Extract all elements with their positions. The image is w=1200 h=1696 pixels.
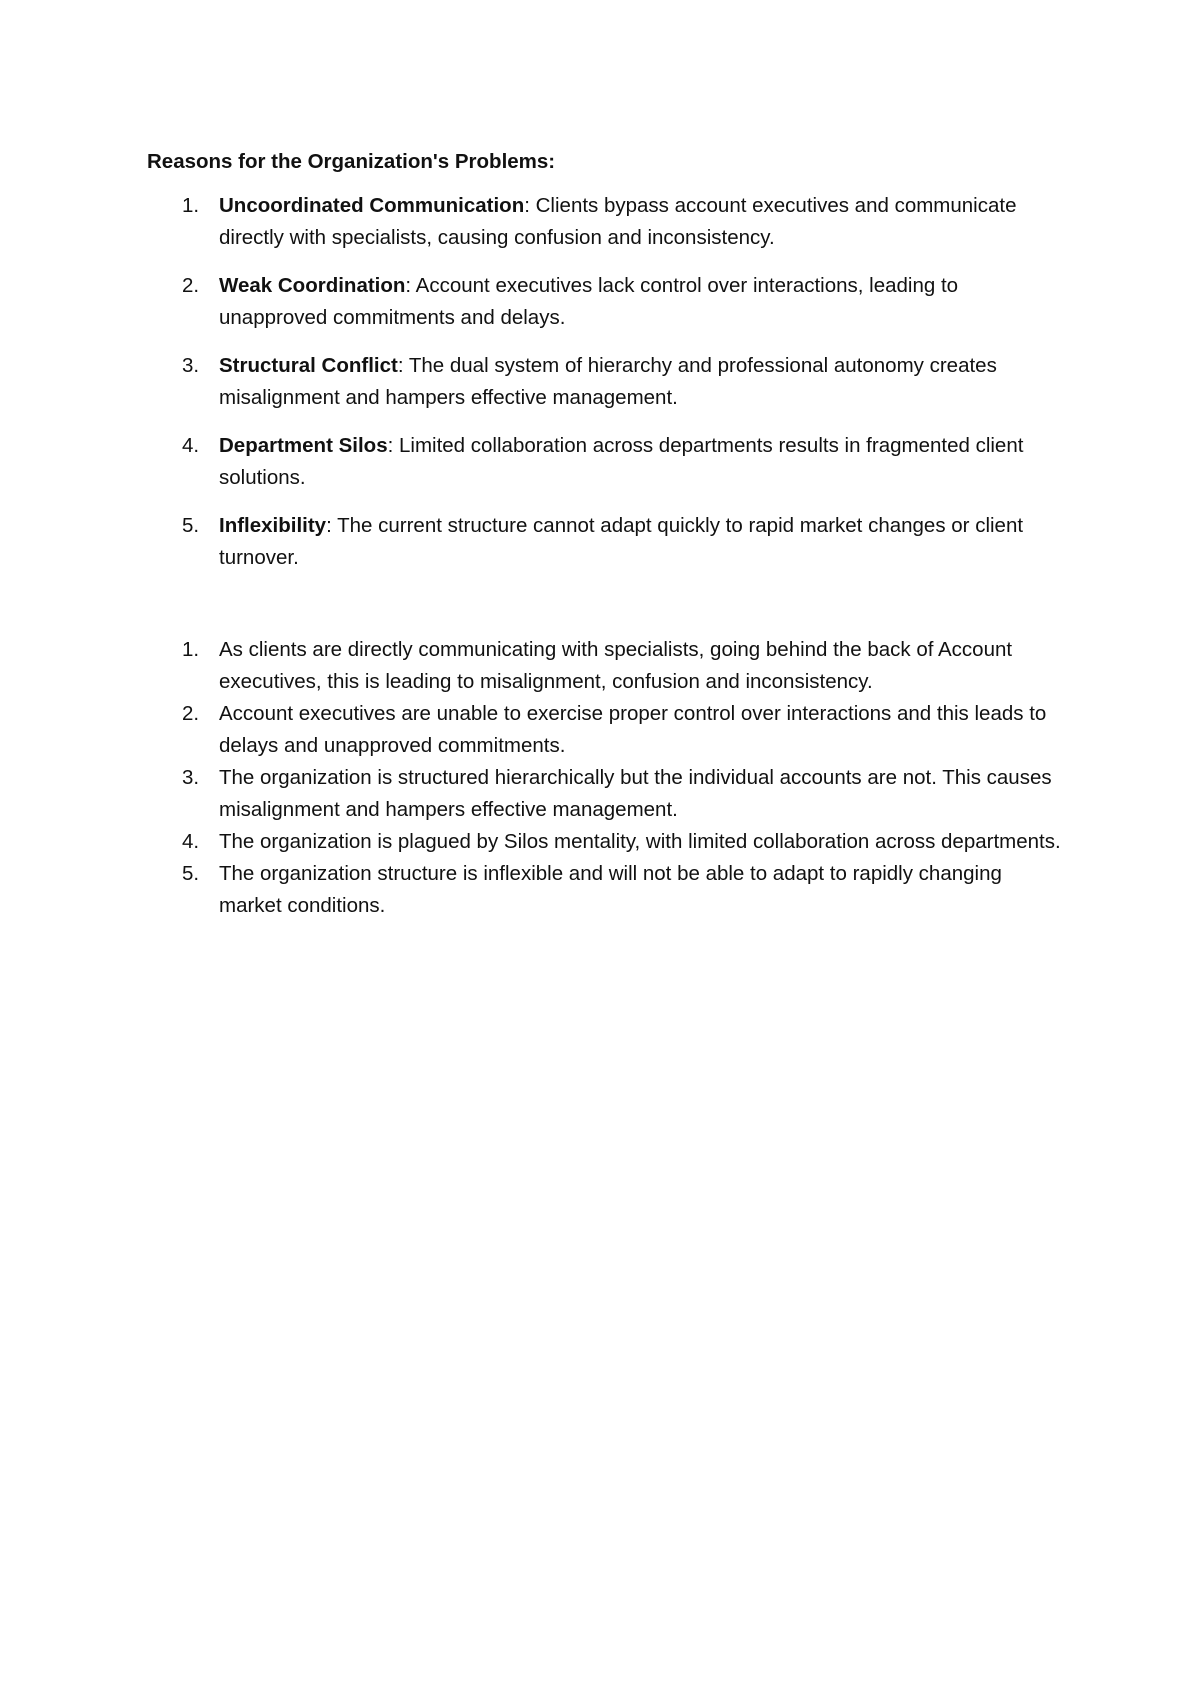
- explanations-list: [147, 634, 1067, 922]
- list-item: [147, 698, 1067, 762]
- list-item: [147, 826, 1067, 858]
- list-item: [147, 190, 1067, 254]
- list-number: 1.: [182, 638, 200, 661]
- list-number: 5.: [182, 862, 200, 885]
- explanation-text: The organization is structured hierarchically but the individual accounts are not. This causes misalignment and hampers effective management.: [219, 766, 1052, 821]
- list-item: [147, 634, 1067, 698]
- reasons-list: [147, 190, 1067, 574]
- list-number: 1.: [182, 194, 200, 217]
- list-number: 4.: [182, 830, 200, 853]
- reason-term: Inflexibility: [219, 514, 327, 537]
- list-item: [147, 350, 1067, 414]
- explanation-text: The organization structure is inflexible and will not be able to adapt to rapidly changing market conditions.: [219, 862, 1002, 917]
- reason-term: Weak Coordination: [219, 274, 406, 297]
- list-item: [147, 858, 1067, 922]
- explanation-text: Account executives are unable to exercise proper control over interactions and this leads to delays and unapproved commitments.: [219, 702, 1047, 757]
- list-number: 2.: [182, 702, 200, 725]
- page-heading: Reasons for the Organization's Problems:: [147, 150, 556, 173]
- explanation-text: The organization is plagued by Silos mentality, with limited collaboration across departments.: [219, 830, 1061, 853]
- list-item: [147, 430, 1067, 494]
- reason-text: : Limited collaboration across departments results in fragmented client solutions.: [219, 434, 1024, 489]
- reason-text: : Account executives lack control over interactions, leading to unapproved commitments and delays.: [219, 274, 959, 329]
- document-body: [147, 146, 1067, 922]
- reason-term: Structural Conflict: [219, 354, 398, 377]
- list-item: [147, 762, 1067, 826]
- list-item: [147, 270, 1067, 334]
- list-number: 4.: [182, 434, 200, 457]
- reason-text: : Clients bypass account executives and communicate directly with specialists, causing confusion and inconsistency.: [219, 194, 1017, 249]
- list-number: 2.: [182, 274, 200, 297]
- list-number: 3.: [182, 354, 200, 377]
- reason-text: : The current structure cannot adapt quickly to rapid market changes or client turnover.: [219, 514, 1024, 569]
- explanation-text: As clients are directly communicating with specialists, going behind the back of Account executives, this is leading to misalignment, confusion and inconsistency.: [219, 638, 1013, 693]
- reason-term: Uncoordinated Communication: [219, 194, 525, 217]
- list-item: [147, 510, 1067, 574]
- reason-text: : The dual system of hierarchy and professional autonomy creates misalignment and hampers effective management.: [219, 354, 997, 409]
- reason-term: Department Silos: [219, 434, 388, 457]
- list-number: 5.: [182, 514, 200, 537]
- list-number: 3.: [182, 766, 200, 789]
